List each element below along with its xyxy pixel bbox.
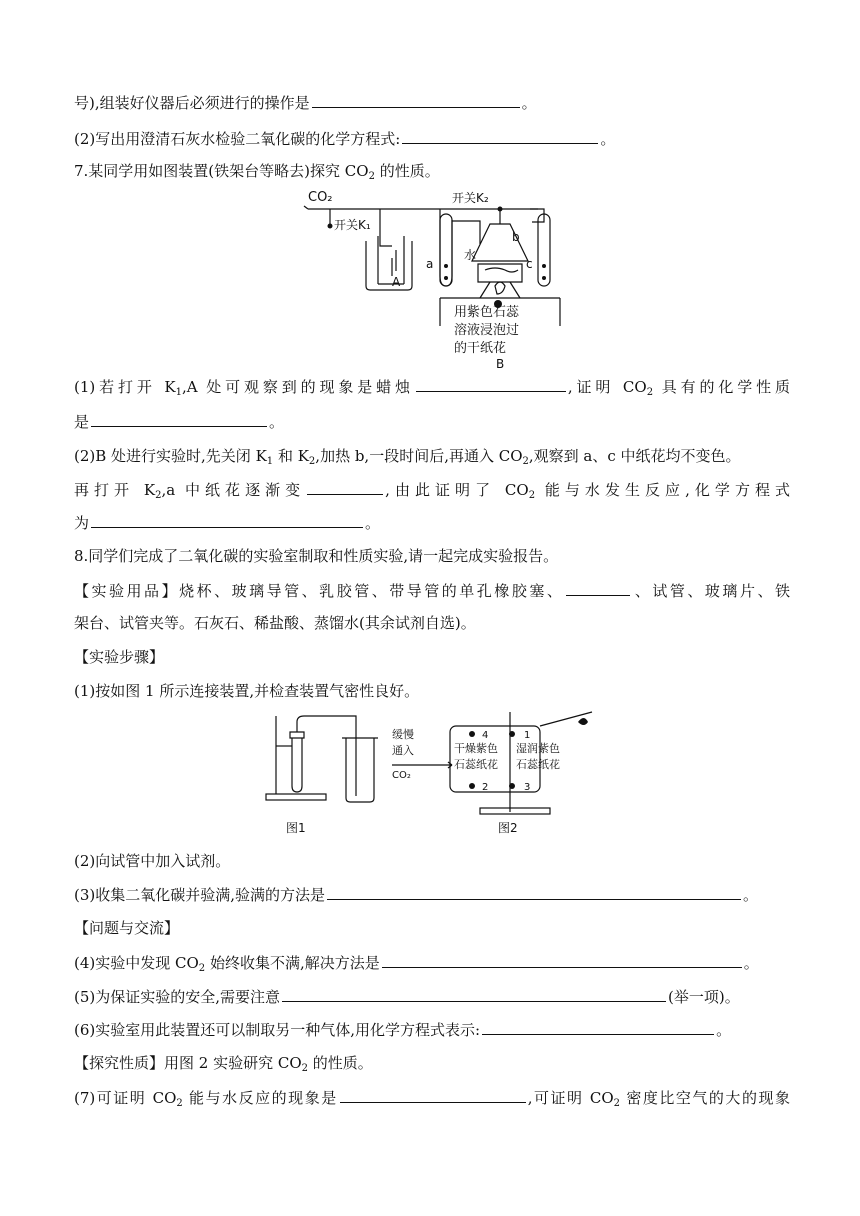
text: 号),组装好仪器后必须进行的操作是 xyxy=(74,94,310,112)
text: (5)为保证实验的安全,需要注意 xyxy=(74,988,281,1006)
q7-part2-line2 xyxy=(74,478,790,501)
question-4 xyxy=(74,951,759,974)
label-fig2: 图2 xyxy=(498,821,518,835)
label-dry-1: 干燥紫色 xyxy=(454,742,498,755)
text: ,观察到 a、c 中纸花均不变色。 xyxy=(528,447,741,465)
q7-part1-line1 xyxy=(74,375,790,398)
caption-line-3: 的干纸花 xyxy=(454,341,507,356)
answer-blank[interactable] xyxy=(307,478,383,495)
step-2 xyxy=(74,850,230,872)
text: 再打开 K xyxy=(74,481,156,499)
text: (2)写出用澄清石灰水检验二氧化碳的化学方程式: xyxy=(74,130,401,148)
label-wet-2: 石蕊纸花 xyxy=(516,758,560,771)
answer-blank[interactable] xyxy=(282,985,666,1002)
text: 。 xyxy=(716,1021,732,1039)
section-discussion xyxy=(74,917,179,939)
text: 。 xyxy=(269,413,285,431)
text: (6)实验室用此装置还可以制取另一种气体,用化学方程式表示: xyxy=(74,1021,481,1039)
subscript: 2 xyxy=(368,171,375,182)
text: (2)向试管中加入试剂。 xyxy=(74,852,231,870)
text: 【探究性质】用图 2 实验研究 CO xyxy=(74,1054,302,1072)
answer-blank[interactable] xyxy=(312,91,520,108)
subscript: 2 xyxy=(176,1098,183,1109)
text: (1)若打开 K xyxy=(74,378,176,396)
text: 。 xyxy=(743,954,759,972)
answer-blank[interactable] xyxy=(416,375,566,392)
label-n3: 3 xyxy=(524,782,531,793)
text: (4)实验中发现 CO xyxy=(74,954,199,972)
label-fig1: 图1 xyxy=(286,821,306,835)
text: ,可证明 CO xyxy=(527,1089,614,1107)
text: 和 K xyxy=(273,447,309,465)
text: 7.某同学用如图装置(铁架台等略去)探究 CO xyxy=(74,162,369,180)
question-8-title xyxy=(74,545,558,567)
question-7-title xyxy=(74,160,440,182)
text: (3)收集二氧化碳并验满,验满的方法是 xyxy=(74,886,326,904)
text: 始终收集不满,解决方法是 xyxy=(205,954,380,972)
answer-blank[interactable] xyxy=(566,579,630,596)
subscript: 2 xyxy=(522,456,529,467)
answer-blank[interactable] xyxy=(482,1018,714,1035)
text: 具有的化学性质 xyxy=(653,378,790,396)
caption-line-1: 用紫色石蕊 xyxy=(454,305,520,320)
label-a: a xyxy=(426,257,434,271)
text: ,证明 CO xyxy=(567,378,647,396)
text: 为 xyxy=(74,514,90,532)
subscript: 2 xyxy=(301,1063,308,1074)
text: 架台、试管夹等。石灰石、稀盐酸、蒸馏水(其余试剂自选)。 xyxy=(74,614,476,632)
answer-blank[interactable] xyxy=(402,127,598,144)
label-n2: 2 xyxy=(482,782,489,793)
label-n4: 4 xyxy=(482,730,489,741)
text: 能与水发生反应,化学方程式 xyxy=(535,481,791,499)
answer-blank[interactable] xyxy=(340,1086,526,1103)
label-k2: 开关K₂ xyxy=(452,191,489,205)
text: ,由此证明了 CO xyxy=(385,481,529,499)
text: ,a 中纸花逐渐变 xyxy=(161,481,306,499)
text: 密度比空气的大的现象 xyxy=(620,1089,790,1107)
label-B: B xyxy=(496,357,505,371)
answer-blank[interactable] xyxy=(327,883,741,900)
step-3 xyxy=(74,883,758,906)
label-input-3: CO₂ xyxy=(392,770,411,781)
text-line-1 xyxy=(74,91,537,114)
label-b: b xyxy=(512,230,520,244)
text: 、试管、玻璃片、铁 xyxy=(632,582,790,600)
question-7-last xyxy=(74,1086,790,1109)
subscript: 2 xyxy=(613,1098,621,1109)
text: (2)B 处进行实验时,先关闭 K xyxy=(74,447,267,465)
text: 【问题与交流】 xyxy=(74,919,180,937)
q7-part2-line1 xyxy=(74,445,741,467)
answer-blank[interactable] xyxy=(91,511,363,528)
text: 的性质。 xyxy=(308,1054,373,1072)
text: 8.同学们完成了二氧化碳的实验室制取和性质实验,请一起完成实验报告。 xyxy=(74,547,559,565)
text-line-2 xyxy=(74,127,615,150)
q8-materials-line1 xyxy=(74,579,790,602)
subscript: 2 xyxy=(308,456,316,467)
section-steps xyxy=(74,646,164,668)
subscript: 2 xyxy=(646,387,654,398)
label-wet-1: 湿润紫色 xyxy=(516,742,560,755)
text: (举一项)。 xyxy=(668,988,740,1006)
figure-co2-apparatus xyxy=(300,186,590,372)
question-5 xyxy=(74,985,740,1008)
text: 能与水反应的现象是 xyxy=(182,1089,338,1107)
caption-line-2: 溶液浸泡过 xyxy=(454,323,520,338)
label-dry-2: 石蕊纸花 xyxy=(454,758,498,771)
text: (7)可证明 CO xyxy=(74,1089,177,1107)
answer-blank[interactable] xyxy=(91,410,267,427)
label-A: A xyxy=(392,275,401,289)
text: 【实验用品】烧杯、玻璃导管、乳胶管、带导管的单孔橡胶塞、 xyxy=(74,582,565,600)
text: 是 xyxy=(74,413,90,431)
label-input-1: 缓慢 xyxy=(392,728,414,741)
figure-1-and-2 xyxy=(262,708,612,838)
label-c: c xyxy=(526,257,533,271)
label-input-2: 通入 xyxy=(392,744,414,757)
label-k1: 开关K₁ xyxy=(334,218,371,232)
text: ,A 处可观察到的现象是蜡烛 xyxy=(181,378,414,396)
text: 【实验步骤】 xyxy=(74,648,165,666)
subscript: 2 xyxy=(198,963,206,974)
answer-blank[interactable] xyxy=(382,951,742,968)
q7-part2-line3 xyxy=(74,511,380,534)
subscript: 2 xyxy=(155,490,162,501)
text: 。 xyxy=(600,130,616,148)
section-explore xyxy=(74,1052,373,1074)
label-water: 水 xyxy=(464,248,477,262)
text: 。 xyxy=(365,514,381,532)
q8-materials-line2 xyxy=(74,612,476,634)
subscript: 1 xyxy=(266,456,274,467)
text: 的性质。 xyxy=(374,162,440,180)
step-1 xyxy=(74,680,419,702)
text: 。 xyxy=(743,886,759,904)
text: 。 xyxy=(521,94,537,112)
question-6 xyxy=(74,1018,731,1041)
label-co2: CO₂ xyxy=(308,190,333,205)
q7-part1-line2 xyxy=(74,410,284,433)
text: ,加热 b,一段时间后,再通入 CO xyxy=(315,447,523,465)
subscript: 2 xyxy=(528,490,536,501)
label-n1: 1 xyxy=(524,730,531,741)
text: (1)按如图 1 所示连接装置,并检查装置气密性良好。 xyxy=(74,682,420,700)
subscript: 1 xyxy=(175,387,182,398)
